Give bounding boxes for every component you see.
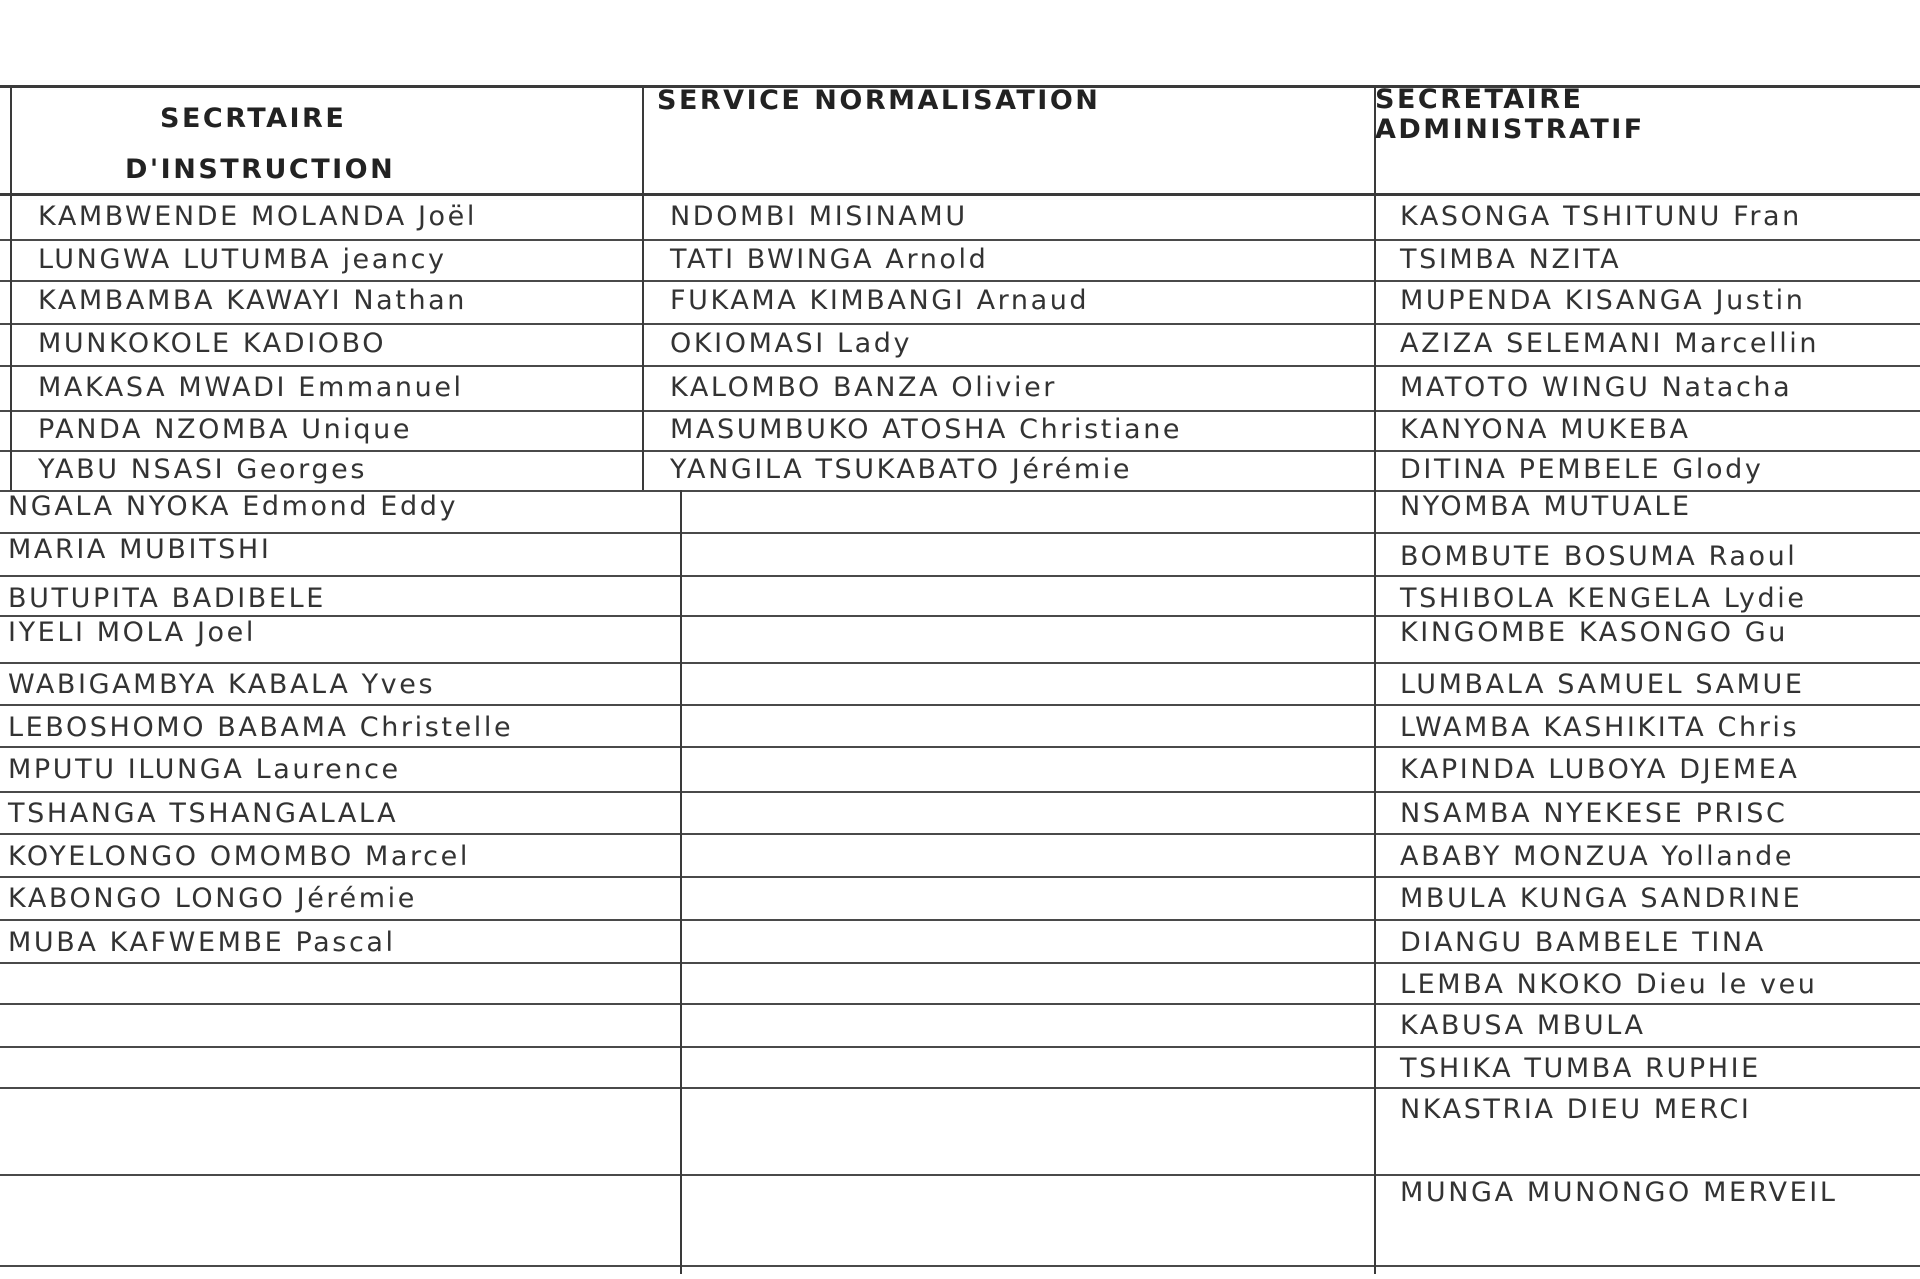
- table-cell: TATI BWINGA Arnold: [670, 244, 989, 275]
- header-col3-line2: ADMINISTRATIF: [1375, 114, 1645, 145]
- table-cell: NKASTRIA DIEU MERCI: [1400, 1094, 1752, 1125]
- table-cell: DITINA PEMBELE Glody: [1400, 454, 1764, 485]
- table-cell: NDOMBI MISINAMU: [670, 201, 968, 232]
- table-cell: BUTUPITA BADIBELE: [8, 583, 326, 614]
- table-cell: KABONGO LONGO Jérémie: [8, 883, 417, 914]
- table-cell: MUNKOKOLE KADIOBO: [38, 328, 387, 359]
- table-cell: LEMBA NKOKO Dieu le veu: [1400, 969, 1818, 1000]
- header-col2: SERVICE NORMALISATION: [657, 85, 1101, 116]
- table-cell: KABUSA MBULA: [1400, 1010, 1646, 1041]
- table-cell: KANYONA MUKEBA: [1400, 414, 1691, 445]
- table-cell: BOMBUTE BOSUMA Raoul: [1400, 541, 1798, 572]
- table-cell: MASUMBUKO ATOSHA Christiane: [670, 414, 1183, 445]
- table-cell: PANDA NZOMBA Unique: [38, 414, 413, 445]
- table-cell: OKIOMASI Lady: [670, 328, 913, 359]
- table-cell: MARIA MUBITSHI: [8, 534, 272, 565]
- table-cell: YANGILA TSUKABATO Jérémie: [670, 454, 1133, 485]
- table-cell: KOYELONGO OMOMBO Marcel: [8, 841, 470, 872]
- table-cell: YABU NSASI Georges: [38, 454, 368, 485]
- table-cell: MUNGA MUNONGO MERVEIL: [1400, 1177, 1838, 1208]
- table-cell: TSHIBOLA KENGELA Lydie: [1400, 583, 1807, 614]
- table-cell: ABABY MONZUA Yollande: [1400, 841, 1795, 872]
- table-cell: NYOMBA MUTUALE: [1400, 491, 1692, 522]
- table-cell: KALOMBO BANZA Olivier: [670, 372, 1057, 403]
- header-col1-line1: SECRTAIRE: [160, 103, 347, 134]
- table-cell: IYELI MOLA Joel: [8, 617, 256, 648]
- table-cell: LWAMBA KASHIKITA Chris: [1400, 712, 1800, 743]
- header-col1-line2: D'INSTRUCTION: [125, 154, 396, 185]
- table-cell: TSIMBA NZITA: [1400, 244, 1622, 275]
- table-cell: KAMBWENDE MOLANDA Joël: [38, 201, 477, 232]
- table-cell: KINGOMBE KASONGO Gu: [1400, 617, 1788, 648]
- table-cell: NGALA NYOKA Edmond Eddy: [8, 491, 459, 522]
- table-cell: FUKAMA KIMBANGI Arnaud: [670, 285, 1090, 316]
- table-cell: WABIGAMBYA KABALA Yves: [8, 669, 436, 700]
- table-cell: MUBA KAFWEMBE Pascal: [8, 927, 396, 958]
- table-cell: LUNGWA LUTUMBA jeancy: [38, 244, 447, 275]
- table-cell: DIANGU BAMBELE TINA: [1400, 927, 1766, 958]
- header-col3-line1: SECRETAIRE: [1375, 84, 1584, 115]
- table-cell: TSHANGA TSHANGALALA: [8, 798, 399, 829]
- table-cell: LEBOSHOMO BABAMA Christelle: [8, 712, 514, 743]
- table-cell: MBULA KUNGA SANDRINE: [1400, 883, 1803, 914]
- table-cell: KAMBAMBA KAWAYI Nathan: [38, 285, 468, 316]
- table-cell: LUMBALA SAMUEL SAMUE: [1400, 669, 1805, 700]
- table-cell: AZIZA SELEMANI Marcellin: [1400, 328, 1820, 359]
- table-cell: MAKASA MWADI Emmanuel: [38, 372, 464, 403]
- table-cell: MUPENDA KISANGA Justin: [1400, 285, 1806, 316]
- table-cell: NSAMBA NYEKESE PRISC: [1400, 798, 1788, 829]
- table-cell: MPUTU ILUNGA Laurence: [8, 754, 401, 785]
- table-cell: KAPINDA LUBOYA DJEMEA: [1400, 754, 1800, 785]
- table-cell: MATOTO WINGU Natacha: [1400, 372, 1793, 403]
- table-cell: TSHIKA TUMBA RUPHIE: [1400, 1053, 1761, 1084]
- table-cell: KASONGA TSHITUNU Fran: [1400, 201, 1802, 232]
